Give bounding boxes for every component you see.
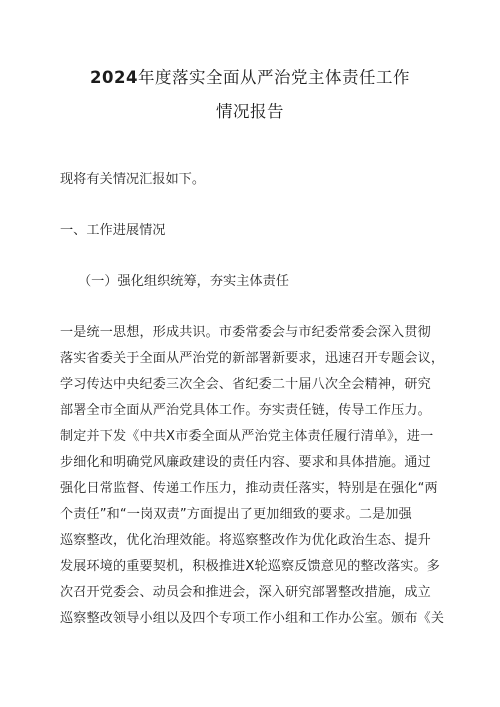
subsection-heading: （一）强化组织统筹，夯实主体责任 xyxy=(78,274,289,289)
section-heading: 一、工作进展情况 xyxy=(60,223,166,238)
body-line: 学习传达中央纪委三次全会、省纪委二十届八次全会精神，研究 xyxy=(60,377,431,392)
body-line: 强化日常监督、传递工作压力，推动责任落实，特别是在强化“两 xyxy=(60,481,438,496)
title-year: 2024 xyxy=(90,68,138,87)
body-line: 个责任”和“一岗双责”方面提出了更加细致的要求。二是加强 xyxy=(60,507,412,522)
body-line: 步细化和明确党风廉政建设的责任内容、要求和具体措施。通过 xyxy=(60,455,431,470)
body-line: 一是统一思想，形成共识。市委常委会与市纪委常委会深入贯彻 xyxy=(60,325,431,340)
intro-paragraph: 现将有关情况汇报如下。 xyxy=(60,172,206,187)
body-line: 落实省委关于全面从严治党的新部署新要求，迅速召开专题会议， xyxy=(60,351,445,366)
body-line: 发展环境的重要契机，积极推进X轮巡察反馈意见的整改落实。多 xyxy=(60,559,440,574)
body-line: 次召开党委会、动员会和推进会，深入研究部署整改措施，成立 xyxy=(60,585,431,600)
body-line: 巡察整改，优化治理效能。将巡察整改作为优化政治生态、提升 xyxy=(60,533,431,548)
body-line: 制定并下发《中共X市委全面从严治党主体责任履行清单》，进一 xyxy=(60,429,434,444)
body-line: 部署全市全面从严治党具体工作。夯实责任链，传导工作压力。 xyxy=(60,403,431,418)
document-title-line-2: 情况报告 xyxy=(216,102,284,121)
title-line-1-text: 年度落实全面从严治党主体责任工作 xyxy=(137,68,410,87)
document-title-line-1 xyxy=(60,68,440,88)
body-line: 巡察整改领导小组以及四个专项工作小组和工作办公室。颁布《关 xyxy=(60,611,445,626)
